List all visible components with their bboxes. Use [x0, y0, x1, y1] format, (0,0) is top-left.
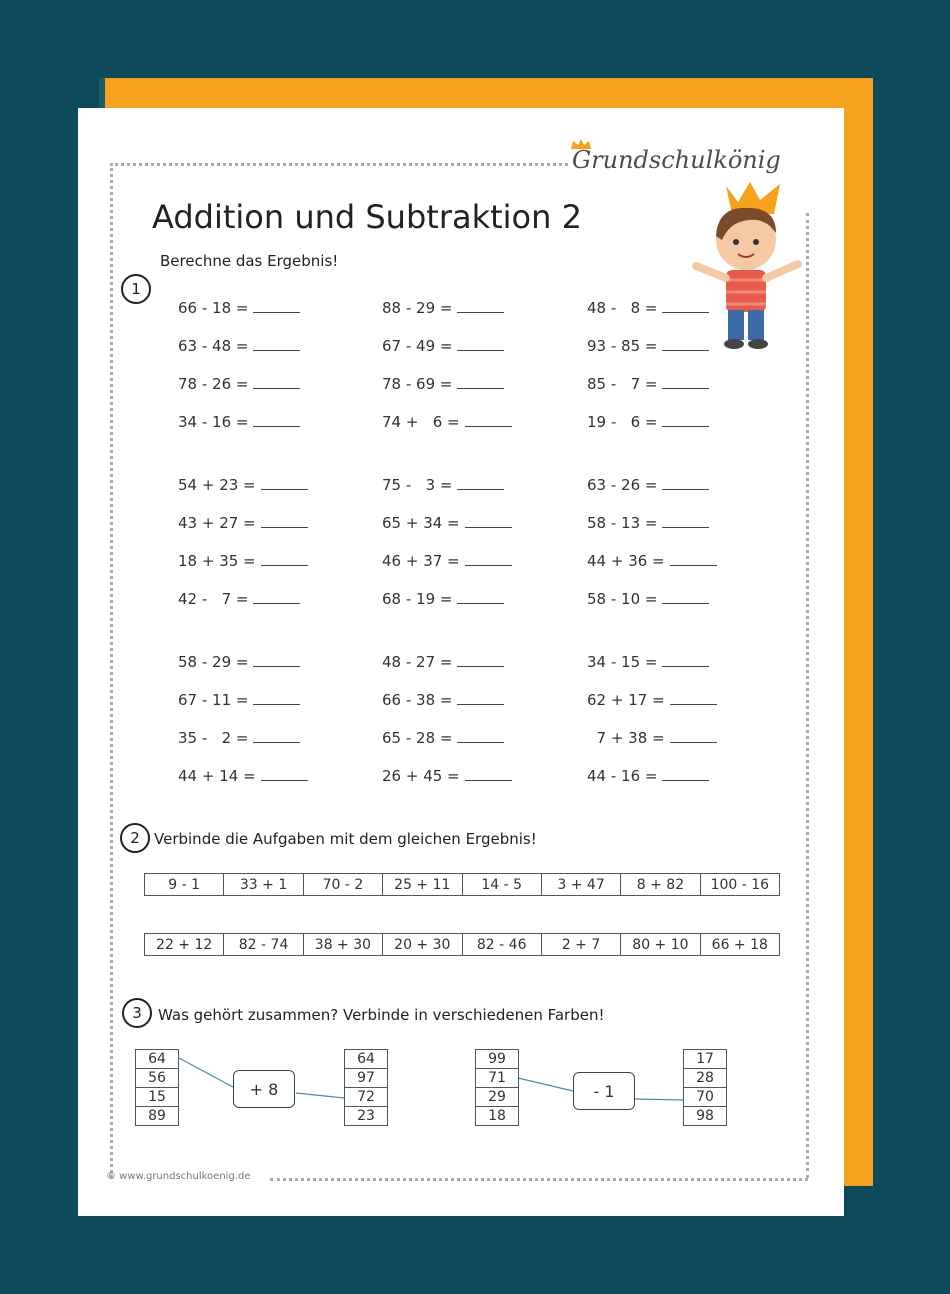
exercise-text: 63 - 26 =: [587, 476, 658, 494]
exercise-text: 66 - 38 =: [382, 691, 453, 709]
exercise-text: 43 + 27 =: [178, 514, 256, 532]
number-cell[interactable]: 15: [136, 1088, 179, 1107]
exercise-text: 18 + 35 =: [178, 552, 256, 570]
section-2-number: 2: [120, 823, 150, 853]
number-cell[interactable]: 89: [136, 1107, 179, 1126]
exercise-text: 93 - 85 =: [587, 337, 658, 355]
matching-cell[interactable]: 80 + 10: [621, 934, 700, 956]
group-2-left-numbers: [475, 1049, 519, 1126]
exercise-text: 65 - 28 =: [382, 729, 453, 747]
exercise-text: 62 + 17 =: [587, 691, 665, 709]
number-cell[interactable]: 64: [345, 1050, 388, 1069]
matching-cell[interactable]: 66 + 18: [700, 934, 779, 956]
exercise-text: 58 - 29 =: [178, 653, 249, 671]
matching-cell[interactable]: 25 + 11: [383, 874, 462, 896]
exercise-text: 58 - 13 =: [587, 514, 658, 532]
exercise-text: 48 - 8 =: [587, 299, 658, 317]
copyright-footer: © www.grundschulkoenig.de: [106, 1171, 251, 1182]
matching-cell[interactable]: 33 + 1: [224, 874, 303, 896]
connection-lines: [78, 108, 844, 1216]
exercise-text: 34 - 16 =: [178, 413, 249, 431]
worksheet: [78, 108, 844, 1216]
exercise-text: 44 - 16 =: [587, 767, 658, 785]
section-1-instruction: Berechne das Ergebnis!: [160, 252, 339, 270]
exercise-text: 63 - 48 =: [178, 337, 249, 355]
matching-cell[interactable]: 82 - 46: [462, 934, 541, 956]
exercise-text: 75 - 3 =: [382, 476, 453, 494]
matching-cell[interactable]: 38 + 30: [303, 934, 382, 956]
exercise-text: 78 - 69 =: [382, 375, 453, 393]
number-cell[interactable]: 64: [136, 1050, 179, 1069]
matching-cell[interactable]: 70 - 2: [303, 874, 382, 896]
group-1-right-numbers: [344, 1049, 388, 1126]
number-cell[interactable]: 29: [476, 1088, 519, 1107]
exercise-text: 19 - 6 =: [587, 413, 658, 431]
exercise-text: 26 + 45 =: [382, 767, 460, 785]
exercise-text: 65 + 34 =: [382, 514, 460, 532]
number-cell[interactable]: 18: [476, 1107, 519, 1126]
exercise-text: 7 + 38 =: [587, 729, 665, 747]
worksheet-title: Addition und Subtraktion 2: [152, 198, 582, 236]
brand-logo: Grundschulkönig: [572, 146, 781, 174]
matching-cell[interactable]: 9 - 1: [145, 874, 224, 896]
exercise-text: 44 + 14 =: [178, 767, 256, 785]
section-1-number: 1: [121, 274, 151, 304]
exercise-text: 66 - 18 =: [178, 299, 249, 317]
section-2-instruction: Verbinde die Aufgaben mit dem gleichen Ergebnis!: [154, 830, 537, 848]
group-1-left-numbers: [135, 1049, 179, 1126]
exercise-text: 74 + 6 =: [382, 413, 460, 431]
exercise-text: 35 - 2 =: [178, 729, 249, 747]
exercise-text: 58 - 10 =: [587, 590, 658, 608]
exercise-text: 88 - 29 =: [382, 299, 453, 317]
exercise-text: 48 - 27 =: [382, 653, 453, 671]
exercise-text: 44 + 36 =: [587, 552, 665, 570]
number-cell[interactable]: 70: [684, 1088, 727, 1107]
group-2-right-numbers: [683, 1049, 727, 1126]
number-cell[interactable]: 97: [345, 1069, 388, 1088]
group-1-operation-box: + 8: [233, 1070, 295, 1108]
matching-cell[interactable]: 14 - 5: [462, 874, 541, 896]
exercise-text: 67 - 11 =: [178, 691, 249, 709]
matching-cell[interactable]: 100 - 16: [700, 874, 779, 896]
number-cell[interactable]: 28: [684, 1069, 727, 1088]
number-cell[interactable]: 71: [476, 1069, 519, 1088]
group-2-operation-box: - 1: [573, 1072, 635, 1110]
exercise-text: 78 - 26 =: [178, 375, 249, 393]
matching-cell[interactable]: 22 + 12: [145, 934, 224, 956]
matching-cell[interactable]: 2 + 7: [541, 934, 620, 956]
number-cell[interactable]: 23: [345, 1107, 388, 1126]
matching-cell[interactable]: 20 + 30: [383, 934, 462, 956]
number-cell[interactable]: 99: [476, 1050, 519, 1069]
exercise-text: 46 + 37 =: [382, 552, 460, 570]
section-3-instruction: Was gehört zusammen? Verbinde in verschiedenen Farben!: [158, 1006, 605, 1024]
matching-cell[interactable]: 3 + 47: [541, 874, 620, 896]
exercise-text: 85 - 7 =: [587, 375, 658, 393]
exercise-text: 67 - 49 =: [382, 337, 453, 355]
matching-cell[interactable]: 82 - 74: [224, 934, 303, 956]
section-3-number: 3: [122, 998, 152, 1028]
exercise-text: 54 + 23 =: [178, 476, 256, 494]
number-cell[interactable]: 56: [136, 1069, 179, 1088]
exercise-text: 42 - 7 =: [178, 590, 249, 608]
number-cell[interactable]: 72: [345, 1088, 388, 1107]
exercise-text: 34 - 15 =: [587, 653, 658, 671]
matching-cell[interactable]: 8 + 82: [621, 874, 700, 896]
number-cell[interactable]: 98: [684, 1107, 727, 1126]
number-cell[interactable]: 17: [684, 1050, 727, 1069]
exercise-text: 68 - 19 =: [382, 590, 453, 608]
